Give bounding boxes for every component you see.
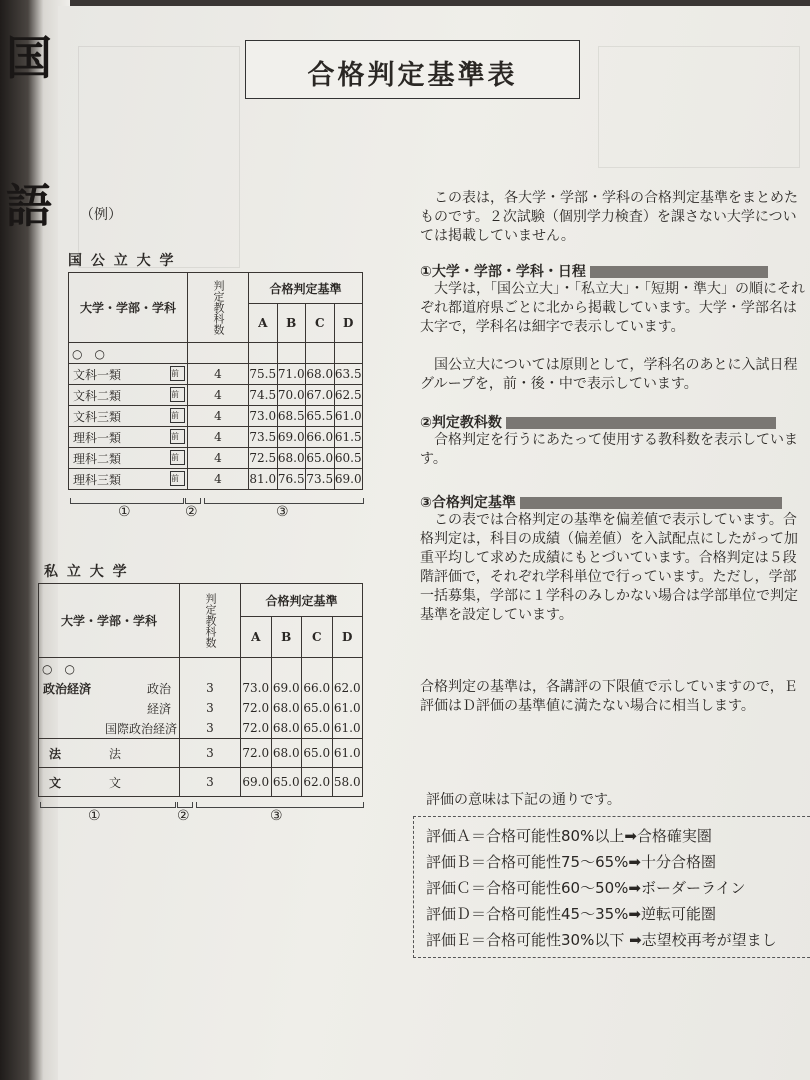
marker-2: ② [177,808,190,824]
subject-count: 4 [188,469,249,490]
table-row [39,718,363,739]
table-row [69,406,363,427]
subject-count: 4 [188,427,249,448]
grade-c-value: 67.0 [306,385,335,406]
bleed-through [78,46,240,268]
faculty-name: 政治経済 [43,681,92,696]
page [42,6,810,1080]
grade-c-value: 65.0 [306,448,335,469]
grade-a-value: 72.0 [241,698,272,718]
private-table [38,583,363,797]
grade-d-value: 61.5 [334,427,363,448]
section-heading-1-text: ①大学・学部・学科・日程 [420,264,586,280]
table-row [69,364,363,385]
grade-d-value: 61.0 [332,698,363,718]
grade-a-value: 74.5 [249,385,278,406]
univ-name: ○ ○ [39,658,180,679]
example-label: （例） [80,207,122,223]
grade-b-value: 68.0 [277,448,306,469]
grade-d-value: 62.5 [334,385,363,406]
grade-a-value: 73.5 [249,427,278,448]
page-title: 合格判定基準表 [307,60,518,91]
bleed-through [598,46,800,168]
grade-c-value: 68.0 [306,364,335,385]
dept-name: 文科三類 [73,409,122,424]
grade-b-value: 69.0 [271,678,302,698]
grade-c-value: 65.0 [302,718,333,739]
dept-name: 経済 [146,701,171,716]
table-row [69,469,363,490]
grade-b-value: 65.0 [271,768,302,797]
faculty-name: 法 [49,746,62,761]
dept-name: 文 [108,775,121,790]
marker-3: ③ [276,504,289,520]
subject-count: 4 [188,406,249,427]
table-row [39,739,363,768]
grade-b-value: 68.0 [271,698,302,718]
evaluation-box [413,816,810,958]
dept-name: 政治 [146,681,171,696]
grade-b-value: 68.0 [271,718,302,739]
grade-c-header: C [306,304,335,343]
national-heading: 国 公 立 大 学 [68,253,176,269]
evaluation-c: 評価Ｃ＝合格可能性60〜50%➡ボーダーライン [426,879,746,897]
evaluation-d: 評価Ｄ＝合格可能性45〜35%➡逆転可能圏 [426,905,716,923]
grade-d-value: 61.0 [332,739,363,768]
dept-name: 理科一類 [73,430,122,445]
eval-intro: 評価の意味は下記の通りです。 [426,792,621,808]
national-col-dept: 大学・学部・学科 [69,273,188,343]
grade-d-value: 58.0 [332,768,363,797]
schedule-badge: 前 [170,366,185,381]
grade-b-value: 71.0 [277,364,306,385]
grade-a-value: 72.5 [249,448,278,469]
brace-1 [40,802,176,808]
subject-count: 4 [188,364,249,385]
national-col-subjects: 判定教科数 [188,273,249,343]
schedule-badge: 前 [170,429,185,444]
table-row [39,768,363,797]
private-col-dept: 大学・学部・学科 [39,584,180,658]
marker-1: ① [118,504,131,520]
grade-c-value: 62.0 [302,768,333,797]
table-row [69,427,363,448]
grade-d-value: 61.0 [334,406,363,427]
schedule-badge: 前 [170,471,185,486]
grade-c-value: 73.5 [306,469,335,490]
grade-a-value: 72.0 [241,739,272,768]
grade-c-value: 66.0 [306,427,335,448]
table-row [39,678,363,698]
grade-d-header: D [332,617,363,658]
section-heading-3 [420,492,782,512]
grade-a-value: 73.0 [241,678,272,698]
section3-p2: 合格判定の基準は，各講評の下限値で示していますので，Ｅ評価はＤ評価の基準値に満たない場合に相当します。 [420,679,798,714]
dept-name: 国際政治経済 [104,721,177,736]
dept-name: 理科三類 [73,472,122,487]
grade-d-value: 60.5 [334,448,363,469]
grade-b-header: B [277,304,306,343]
grade-b-header: B [271,617,302,658]
subject-count: 3 [180,678,241,698]
table-row [69,385,363,406]
section3-p1: この表では合格判定の基準を偏差値で表示しています。合格判定は，科目の成績（偏差値）を入試配点にしたがって加重平均して求めた成績にもとづいています。合格判定は５段階評価で，それぞれ学科単位で行っています。ただし，学部一括募集，学部に１学科のみしかない場合は学部単位で判定基準を設定しています。 [420,512,798,623]
faculty-name: 文 [49,775,62,790]
schedule-badge: 前 [170,387,185,402]
private-col-subjects: 判定教科数 [180,584,241,658]
schedule-badge: 前 [170,450,185,465]
grade-c-header: C [302,617,333,658]
spine-char-2: 語 [6,179,52,233]
evaluation-e: 評価Ｅ＝合格可能性30%以下 ➡志望校再考が望まし [426,931,777,949]
grade-c-value: 65.0 [302,739,333,768]
univ-name: ○ ○ [69,343,188,364]
marker-2: ② [185,504,198,520]
private-col-criteria: 合格判定基準 [241,584,363,617]
subject-count: 4 [188,448,249,469]
dept-name: 法 [108,746,121,761]
grade-d-value: 63.5 [334,364,363,385]
grade-b-value: 68.5 [277,406,306,427]
dept-name: 理科二類 [73,451,122,466]
national-col-criteria: 合格判定基準 [249,273,363,304]
dept-name: 文科二類 [73,388,122,403]
subject-count: 3 [180,739,241,768]
section-heading-2 [420,412,776,432]
grade-b-value: 76.5 [277,469,306,490]
grade-c-value: 66.0 [302,678,333,698]
marker-3: ③ [270,808,283,824]
subject-count: 4 [188,385,249,406]
grade-d-value: 61.0 [332,718,363,739]
table-row [69,448,363,469]
private-heading: 私 立 大 学 [44,564,129,580]
evaluation-a: 評価Ａ＝合格可能性80%以上➡合格確実圏 [426,827,712,845]
table-row [39,698,363,718]
dept-name: 文科一類 [73,367,122,382]
grade-d-value: 62.0 [332,678,363,698]
section-heading-1 [420,261,768,281]
grade-c-value: 65.5 [306,406,335,427]
grade-a-value: 73.0 [249,406,278,427]
grade-a-header: A [241,617,272,658]
grade-d-header: D [334,304,363,343]
grade-b-value: 68.0 [271,739,302,768]
section1-p2: 国公立大については原則として，学科名のあとに入試日程グループを，前・後・中で表示しています。 [420,357,798,392]
evaluation-b: 評価Ｂ＝合格可能性75〜65%➡十分合格圏 [426,853,716,871]
spine-char-1: 国 [6,31,52,85]
subject-count: 3 [180,698,241,718]
marker-1: ① [88,808,101,824]
grade-b-value: 70.0 [277,385,306,406]
grade-a-value: 75.5 [249,364,278,385]
grade-a-header: A [249,304,278,343]
intro-paragraph: この表は，各大学・学部・学科の合格判定基準をまとめたものです。２次試験（個別学力検査）を課さない大学については掲載していません。 [420,190,798,244]
heading-bar [520,497,782,509]
grade-a-value: 81.0 [249,469,278,490]
section1-p1: 大学は，「国公立大」・「私立大」・「短期・準大」の順にそれぞれ都道府県ごとに北から掲載しています。大学・学部名は太字で，学科名は細字で表示しています。 [420,281,805,335]
subject-count: 3 [180,718,241,739]
grade-c-value: 65.0 [302,698,333,718]
heading-bar [590,266,768,278]
grade-d-value: 69.0 [334,469,363,490]
schedule-badge: 前 [170,408,185,423]
title-box [245,40,580,99]
grade-a-value: 69.0 [241,768,272,797]
section-heading-2-text: ②判定教科数 [420,415,502,431]
heading-bar [506,417,776,429]
national-table [68,272,363,490]
grade-a-value: 72.0 [241,718,272,739]
grade-b-value: 69.0 [277,427,306,448]
section2-p1: 合格判定を行うにあたって使用する教科数を表示しています。 [420,432,798,467]
section-heading-3-text: ③合格判定基準 [420,495,516,511]
subject-count: 3 [180,768,241,797]
